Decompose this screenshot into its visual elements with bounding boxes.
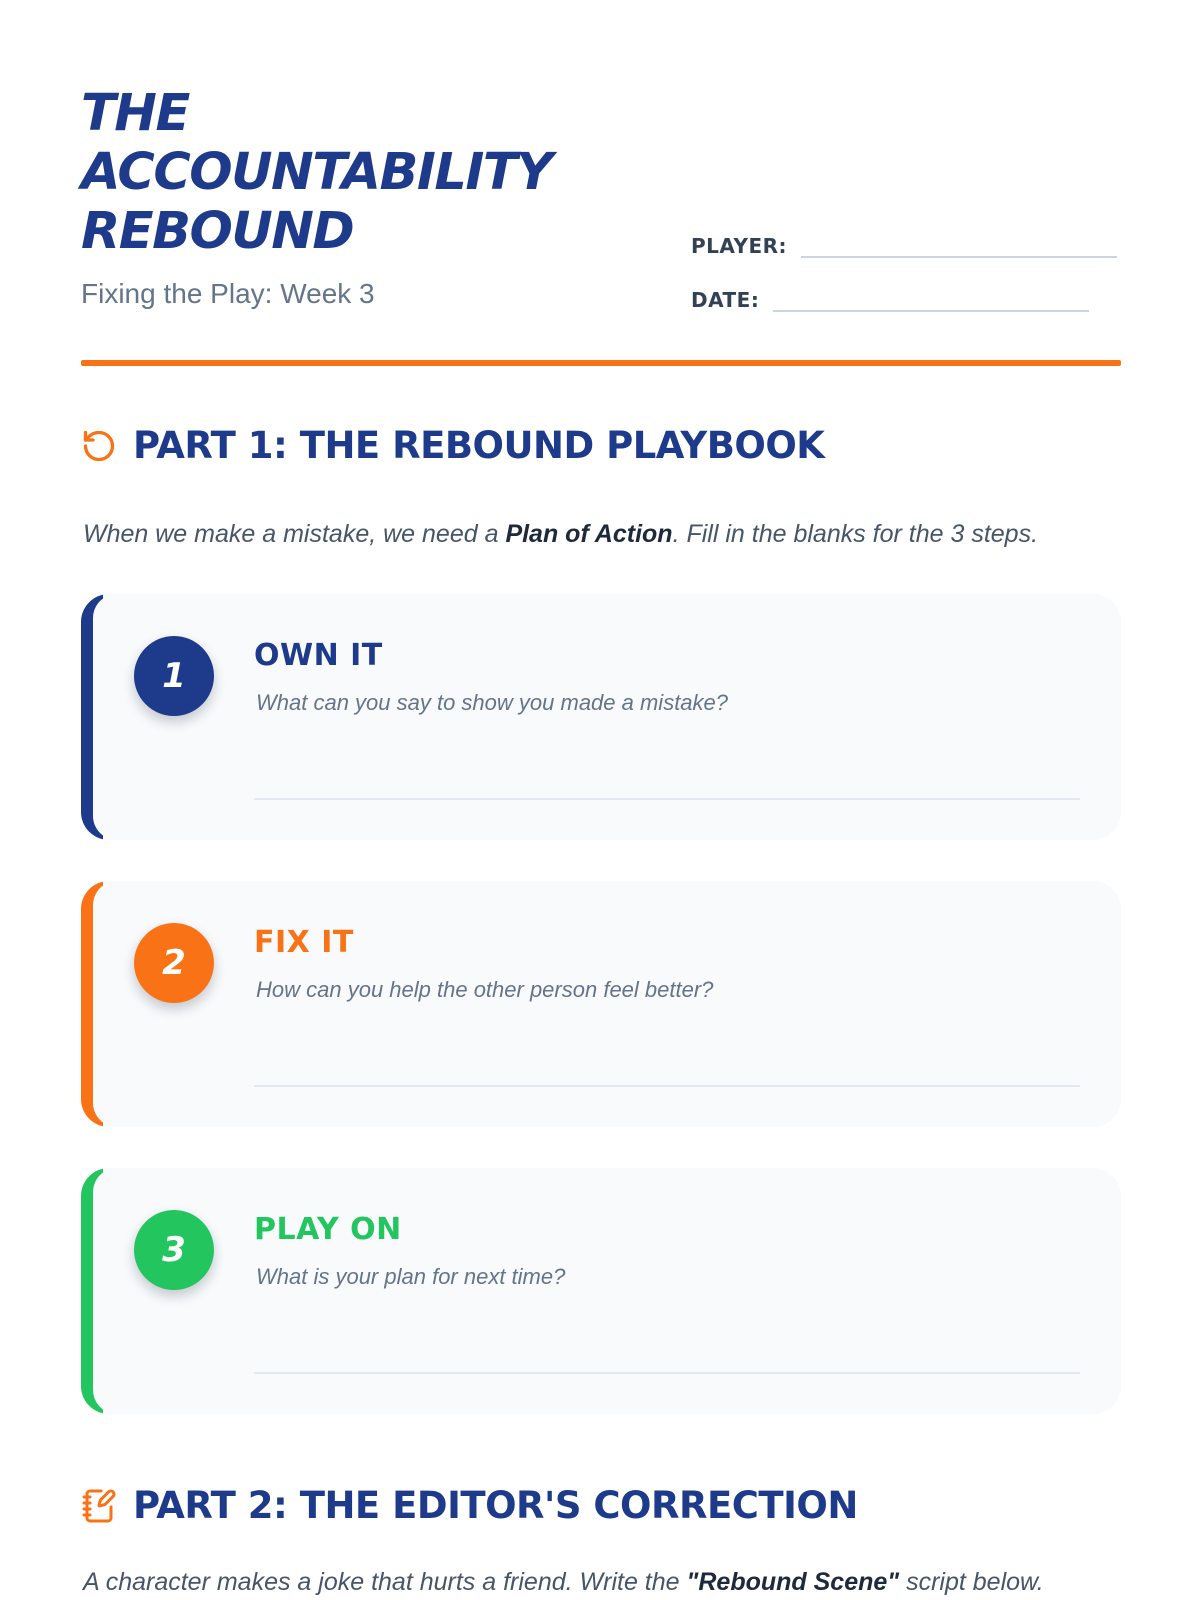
worksheet-title bbox=[81, 84, 552, 261]
worksheet-subtitle: Fixing the Play: Week 3 bbox=[81, 278, 375, 309]
step-prompt: What is your plan for next time? bbox=[256, 1264, 566, 1289]
answer-line[interactable] bbox=[254, 1372, 1080, 1374]
date-field[interactable] bbox=[691, 288, 1089, 312]
step-card-fix-it bbox=[81, 881, 1121, 1127]
date-label: DATE: bbox=[691, 288, 760, 312]
step-prompt: What can you say to show you made a mistake? bbox=[256, 690, 729, 715]
answer-line[interactable] bbox=[254, 1085, 1080, 1087]
intro-emphasis: Plan of Action bbox=[505, 520, 673, 548]
step-title: FIX IT bbox=[254, 925, 354, 960]
step-number-badge: 1 bbox=[134, 636, 214, 716]
header-divider bbox=[81, 360, 1121, 366]
title-line: ACCOUNTABILITY bbox=[81, 143, 552, 202]
player-input-line[interactable] bbox=[801, 255, 1117, 258]
part2-title: PART 2: THE EDITOR'S CORRECTION bbox=[133, 1484, 858, 1527]
player-label: PLAYER: bbox=[691, 234, 788, 258]
part2-heading bbox=[81, 1484, 858, 1527]
answer-line[interactable] bbox=[254, 798, 1080, 800]
part1-title: PART 1: THE REBOUND PLAYBOOK bbox=[133, 424, 825, 467]
intro-text: . Fill in the blanks for the 3 steps. bbox=[672, 520, 1039, 548]
step-title: OWN IT bbox=[254, 638, 383, 673]
step-number-badge: 2 bbox=[134, 923, 214, 1003]
title-line: REBOUND bbox=[81, 202, 354, 261]
intro-emphasis: "Rebound Scene" bbox=[686, 1568, 900, 1596]
intro-text: A character makes a joke that hurts a friend. Write the bbox=[83, 1568, 687, 1596]
step-card-play-on bbox=[81, 1168, 1121, 1414]
rotate-ccw-icon bbox=[81, 428, 117, 464]
step-number-badge: 3 bbox=[134, 1210, 214, 1290]
intro-text: script below. bbox=[899, 1568, 1044, 1596]
part1-intro bbox=[83, 520, 1038, 549]
step-card-own-it bbox=[81, 594, 1121, 840]
part2-intro bbox=[83, 1568, 1044, 1597]
notebook-pen-icon bbox=[81, 1488, 117, 1524]
part1-heading bbox=[81, 424, 824, 467]
step-title: PLAY ON bbox=[254, 1212, 402, 1247]
intro-text: When we make a mistake, we need a bbox=[83, 520, 506, 548]
step-prompt: How can you help the other person feel better? bbox=[256, 977, 714, 1002]
player-field[interactable] bbox=[691, 234, 1117, 258]
title-line: THE bbox=[81, 84, 189, 143]
date-input-line[interactable] bbox=[773, 309, 1089, 312]
worksheet-page bbox=[81, 0, 1121, 1600]
